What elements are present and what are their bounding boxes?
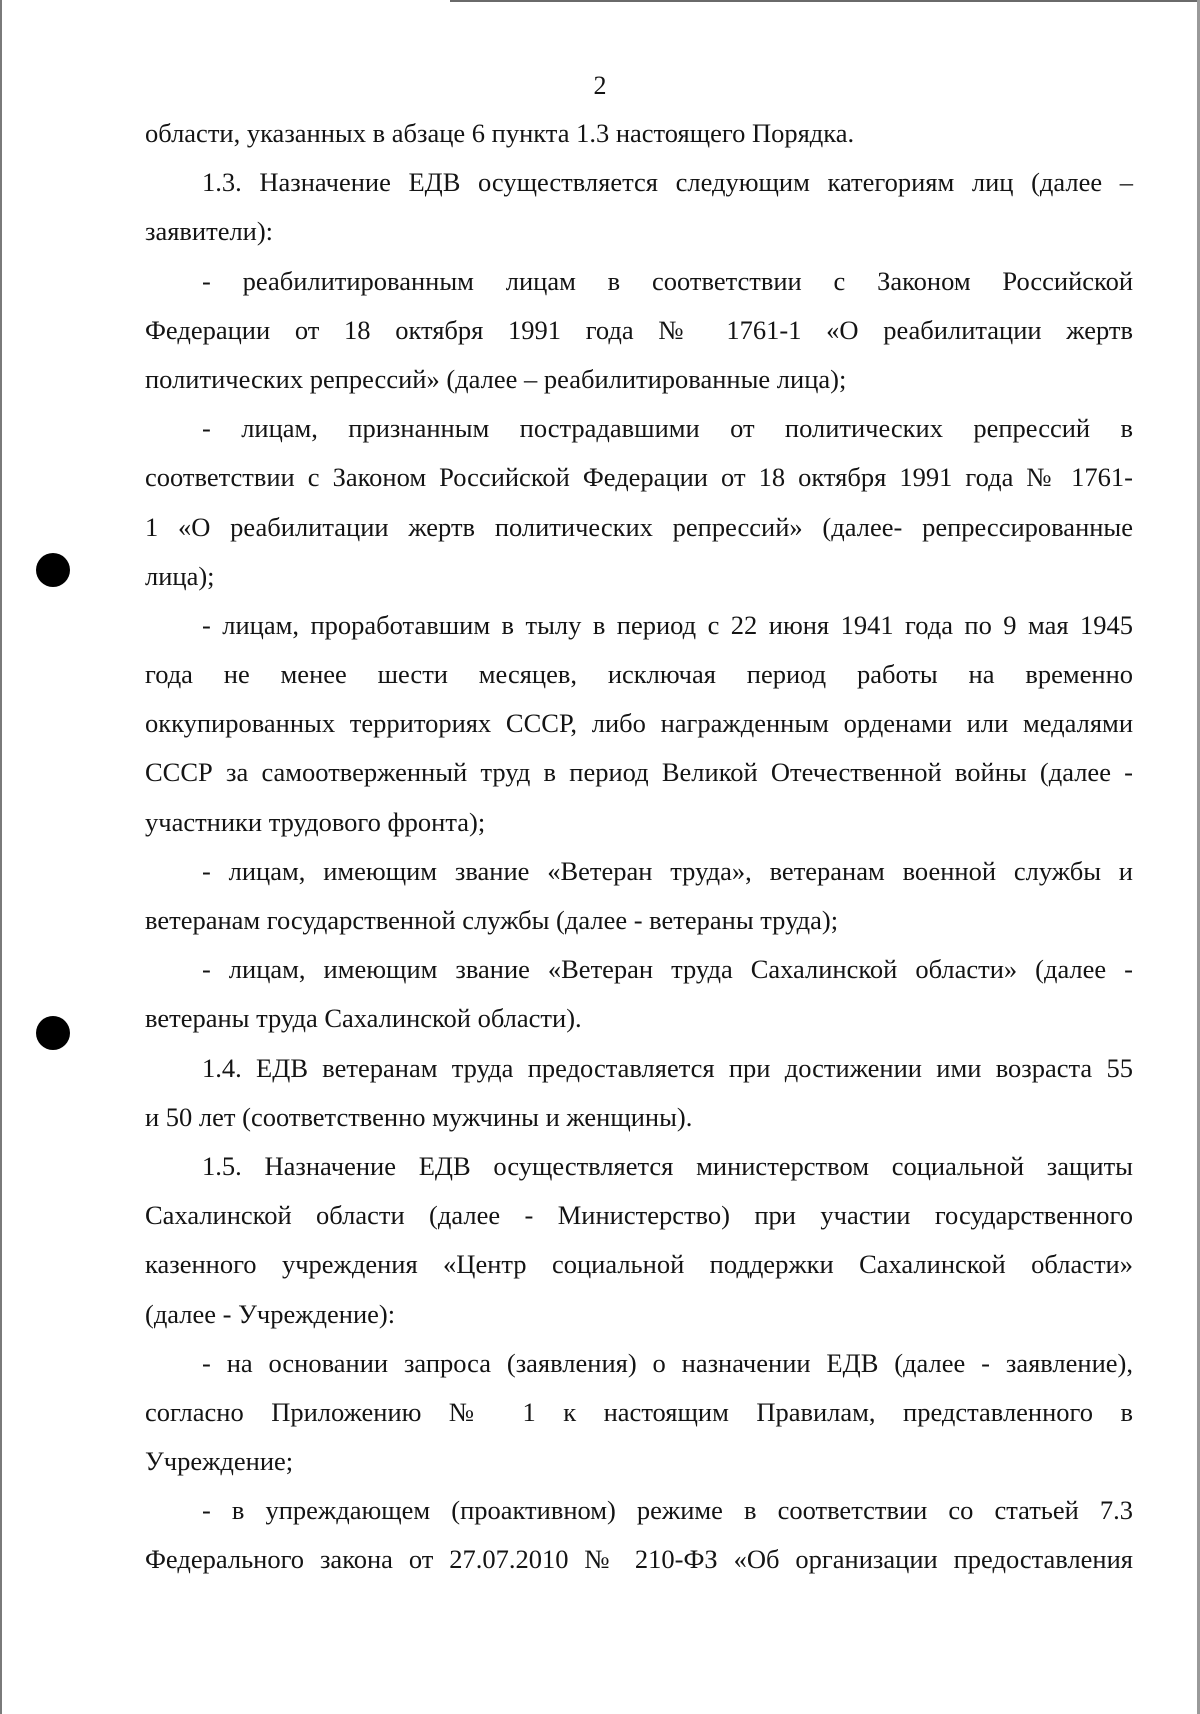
document-body <box>145 109 1133 1585</box>
scan-edge-top <box>450 0 1200 2</box>
text-line: лица); <box>145 560 215 591</box>
punch-hole-mark <box>36 1016 70 1050</box>
text-line: области, указанных в абзаце 6 пункта 1.3 настоящего Порядка. <box>145 118 855 148</box>
text-line: - лицам, имеющим звание «Ветеран труда», ветеранам военной службы и <box>202 855 1133 886</box>
text-line: 1.4. ЕДВ ветеранам труда предоставляется при достижении ими возраста 55 <box>202 1052 1133 1083</box>
page-number: 2 <box>593 71 607 100</box>
text-line: СССР за самоотверженный труд в период Великой Отечественной войны (далее - <box>145 757 1133 788</box>
text-line: политических репрессий» (далее – реабилитированные лица); <box>145 363 847 394</box>
text-line: казенного учреждения «Центр социальной поддержки Сахалинской области» <box>145 1249 1133 1280</box>
text-line: 1 «О реабилитации жертв политических репрессий» (далее- репрессированные <box>145 511 1133 542</box>
text-line: - лицам, имеющим звание «Ветеран труда Сахалинской области» (далее - <box>202 954 1133 985</box>
text-line: заявители): <box>145 216 274 247</box>
scan-edge-left <box>0 0 2 1714</box>
text-line: оккупированных территориях СССР, либо награжденным орденами или медалями <box>145 708 1133 739</box>
text-line: участники трудового фронта); <box>145 806 486 837</box>
text-line: - реабилитированным лицам в соответствии с Законом Российской <box>202 265 1133 296</box>
text-line: согласно Приложению № 1 к настоящим Правилам, представленного в <box>145 1396 1133 1427</box>
text-line: Федерации от 18 октября 1991 года № 1761-1 «О реабилитации жертв <box>145 314 1133 345</box>
text-line: ветеранам государственной службы (далее - ветераны труда); <box>145 905 839 935</box>
text-line: 1.5. Назначение ЕДВ осуществляется министерством социальной защиты <box>202 1150 1133 1181</box>
text-line: ветераны труда Сахалинской области). <box>145 1003 582 1034</box>
text-line: (далее - Учреждение): <box>145 1298 396 1329</box>
text-line: - в упреждающем (проактивном) режиме в соответствии со статьей 7.3 <box>202 1495 1133 1526</box>
text-line: 1.3. Назначение ЕДВ осуществляется следующим категориям лиц (далее – <box>202 167 1133 198</box>
text-line: Федерального закона от 27.07.2010 № 210-ФЗ «Об организации предоставления <box>145 1544 1133 1575</box>
text-line: - лицам, проработавшим в тылу в период с 22 июня 1941 года по 9 мая 1945 <box>202 609 1133 640</box>
text-line: Учреждение; <box>145 1446 294 1477</box>
punch-hole-mark <box>36 553 70 587</box>
text-line: - на основании запроса (заявления) о назначении ЕДВ (далее - заявление), <box>202 1347 1133 1378</box>
text-line: года не менее шести месяцев, исключая период работы на временно <box>145 659 1133 690</box>
text-line: - лицам, признанным пострадавшими от политических репрессий в <box>202 413 1133 444</box>
text-line: и 50 лет (соответственно мужчины и женщины). <box>145 1101 693 1132</box>
text-line: соответствии с Законом Российской Федерации от 18 октября 1991 года № 1761- <box>145 462 1133 493</box>
text-line: Сахалинской области (далее - Министерство) при участии государственного <box>145 1200 1133 1231</box>
